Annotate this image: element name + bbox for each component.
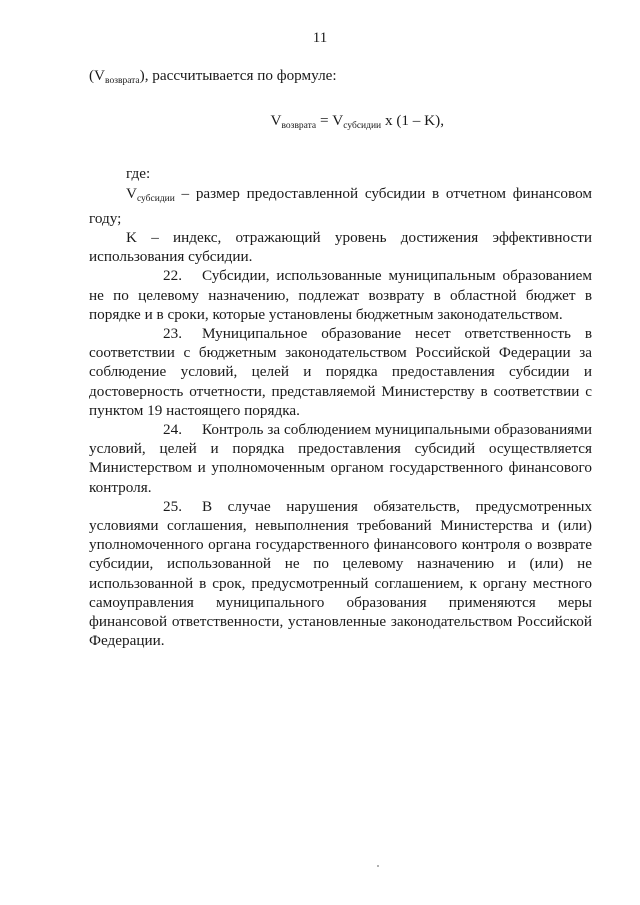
clause-number: 22.	[163, 267, 182, 285]
clause-paragraph: 22. Субсидии, использованные муниципальным образованием не по целевому назначению, подлежат возврату в областной бюджет в порядке и в сроки, которые установлены бюджетным законодательством.	[89, 267, 592, 323]
clause-paragraph: 23. Муниципальное образование несет ответственность в соответствии с бюджетным законодательством Российской Федерации за соблюдение условий, целей и порядка предоставления субсидии и достоверность отчетности, представляемой Министерству в соответствии с пунктом 19 настоящего порядка.	[89, 325, 592, 419]
clause-number: 23.	[163, 325, 182, 343]
intro-line: $(V_{возврата})$, рассчитывается по формуле:	[89, 67, 337, 86]
document-body	[89, 66, 592, 650]
definition-item: K – индекс, отражающий уровень достижения эффективности использования субсидии.	[89, 229, 592, 266]
clause-paragraph: 25. В случае нарушения обязательств, предусмотренных условиями соглашения, невыполнения требований Министерства и (или) уполномоченного органа государственного финансового контроля о возврате субсидии, использованной не по целевому назначению и (или) не использованной в срок, предусмотренный соглашением, к органу местного самоуправления муниципального образования применяются меры финансовой ответственности, установленные законодательством Российской Федерации.	[89, 497, 592, 650]
clause-paragraph: 24. Контроль за соблюдением муниципальными образованиями условий, целей и порядка предоставления субсидий осуществляется Министерством и уполномоченным органом государственного финансового контроля.	[89, 421, 592, 496]
formula: $V_{возврата} = V_{субсидии}$ x (1 – K),	[270, 112, 444, 132]
definition-item: $V_{субсидии}$ – размер предоставленной субсидии в отчетном финансовом году;	[89, 184, 592, 227]
clause-number: 25.	[163, 497, 182, 515]
scan-speck	[377, 865, 379, 867]
where-label: где:	[126, 165, 151, 183]
page-number: 11	[312, 30, 328, 46]
clause-number: 24.	[163, 421, 182, 439]
